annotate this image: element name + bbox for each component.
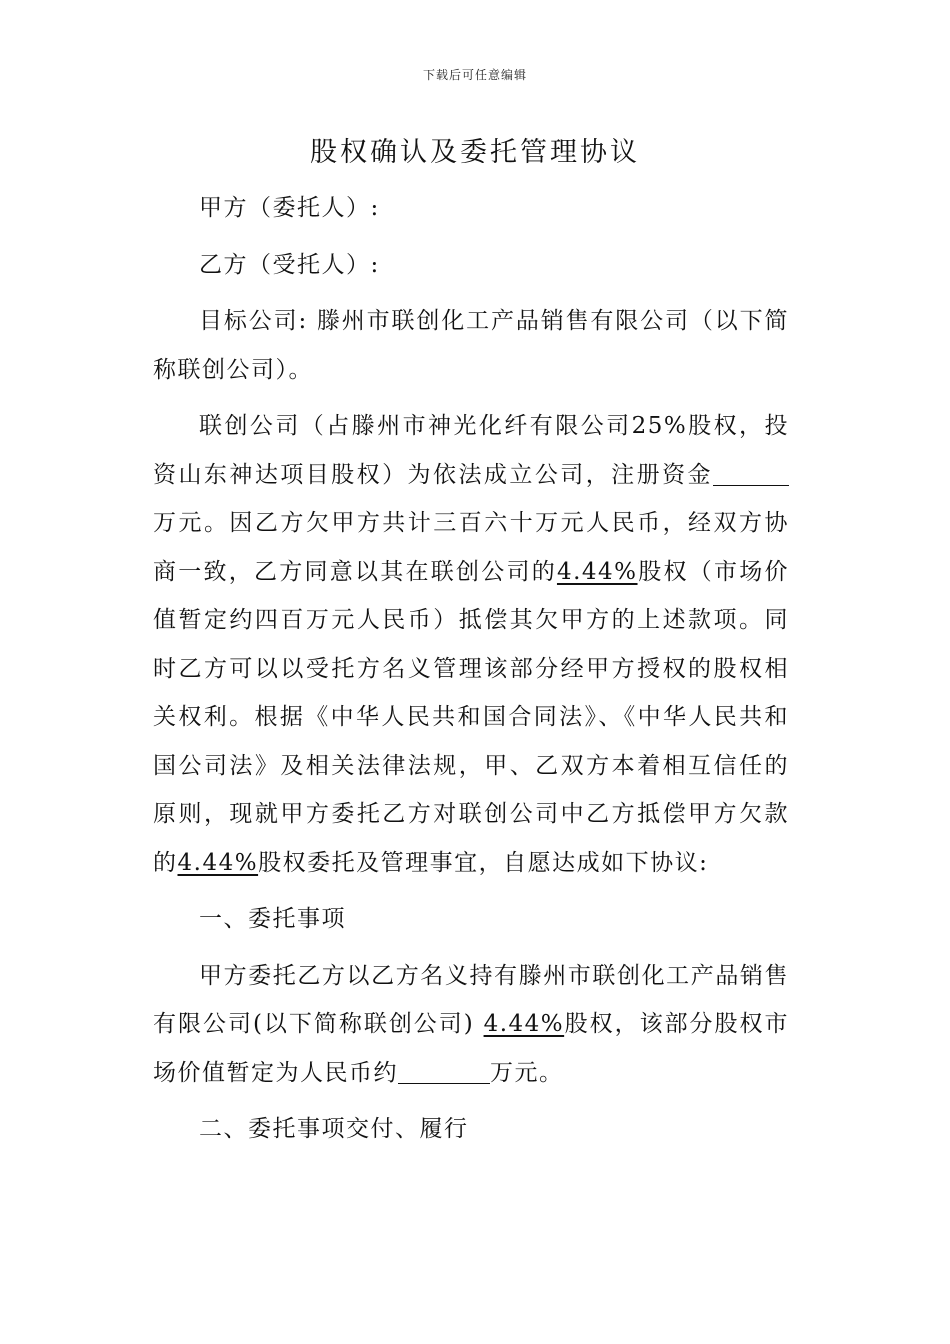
party-b-line: 乙方（受托人）:: [199, 251, 380, 278]
share-percentage: 4.44%: [483, 1011, 565, 1037]
header-note: 下载后可任意编辑: [422, 68, 527, 82]
preamble-paragraph: [153, 402, 789, 887]
share-percentage: 4.44%: [177, 849, 259, 876]
document-body: [153, 184, 789, 1162]
party-a-line: 甲方（委托人）:: [199, 195, 380, 221]
section-1-heading: 一、委托事项: [199, 906, 346, 932]
preamble-text-3: 股权（市场价值暂定约四百万元人民币）抵偿其欠甲方的上述款项。同时乙方可以以受托方名义管理该部分经甲方授权的股权相关权利。根据《中华人民共和国合同法》、《中华人民共和国公司法》及相关法律法规，甲、乙双方本着相互信任的原则，现就甲方委托乙方对联创公司中乙方抵偿甲方欠款的: [153, 558, 790, 876]
share-percentage: 4.44%: [556, 558, 638, 585]
registered-capital-blank: [713, 462, 789, 486]
market-value-blank: [398, 1060, 490, 1084]
section-1-text-2: 股权，该部分股权市场价值暂定为人民币约: [153, 1011, 790, 1086]
target-company-paragraph: 目标公司: 滕州市联创化工产品销售有限公司（以下简称联创公司）。: [153, 308, 789, 383]
preamble-text-1: 联创公司（占滕州市神光化纤有限公司25%股权，投资山东神达项目股权）为依法成立公司，注册资金: [153, 413, 789, 488]
preamble-text-2: 万元。因乙方欠甲方共计三百六十万元人民币，经双方协商一致，乙方同意以其在联创公司的: [153, 510, 789, 585]
section-1-paragraph: [153, 952, 789, 1098]
document-title: 股权确认及委托管理协议: [310, 137, 640, 168]
section-1-text-1: 甲方委托乙方以乙方名义持有滕州市联创化工产品销售有限公司(以下简称联创公司): [153, 962, 789, 1037]
preamble-text-4: 股权委托及管理事宜，自愿达成如下协议:: [258, 849, 709, 876]
section-1-text-3: 万元。: [490, 1059, 564, 1086]
section-2-heading: 二、委托事项交付、履行: [199, 1116, 469, 1142]
